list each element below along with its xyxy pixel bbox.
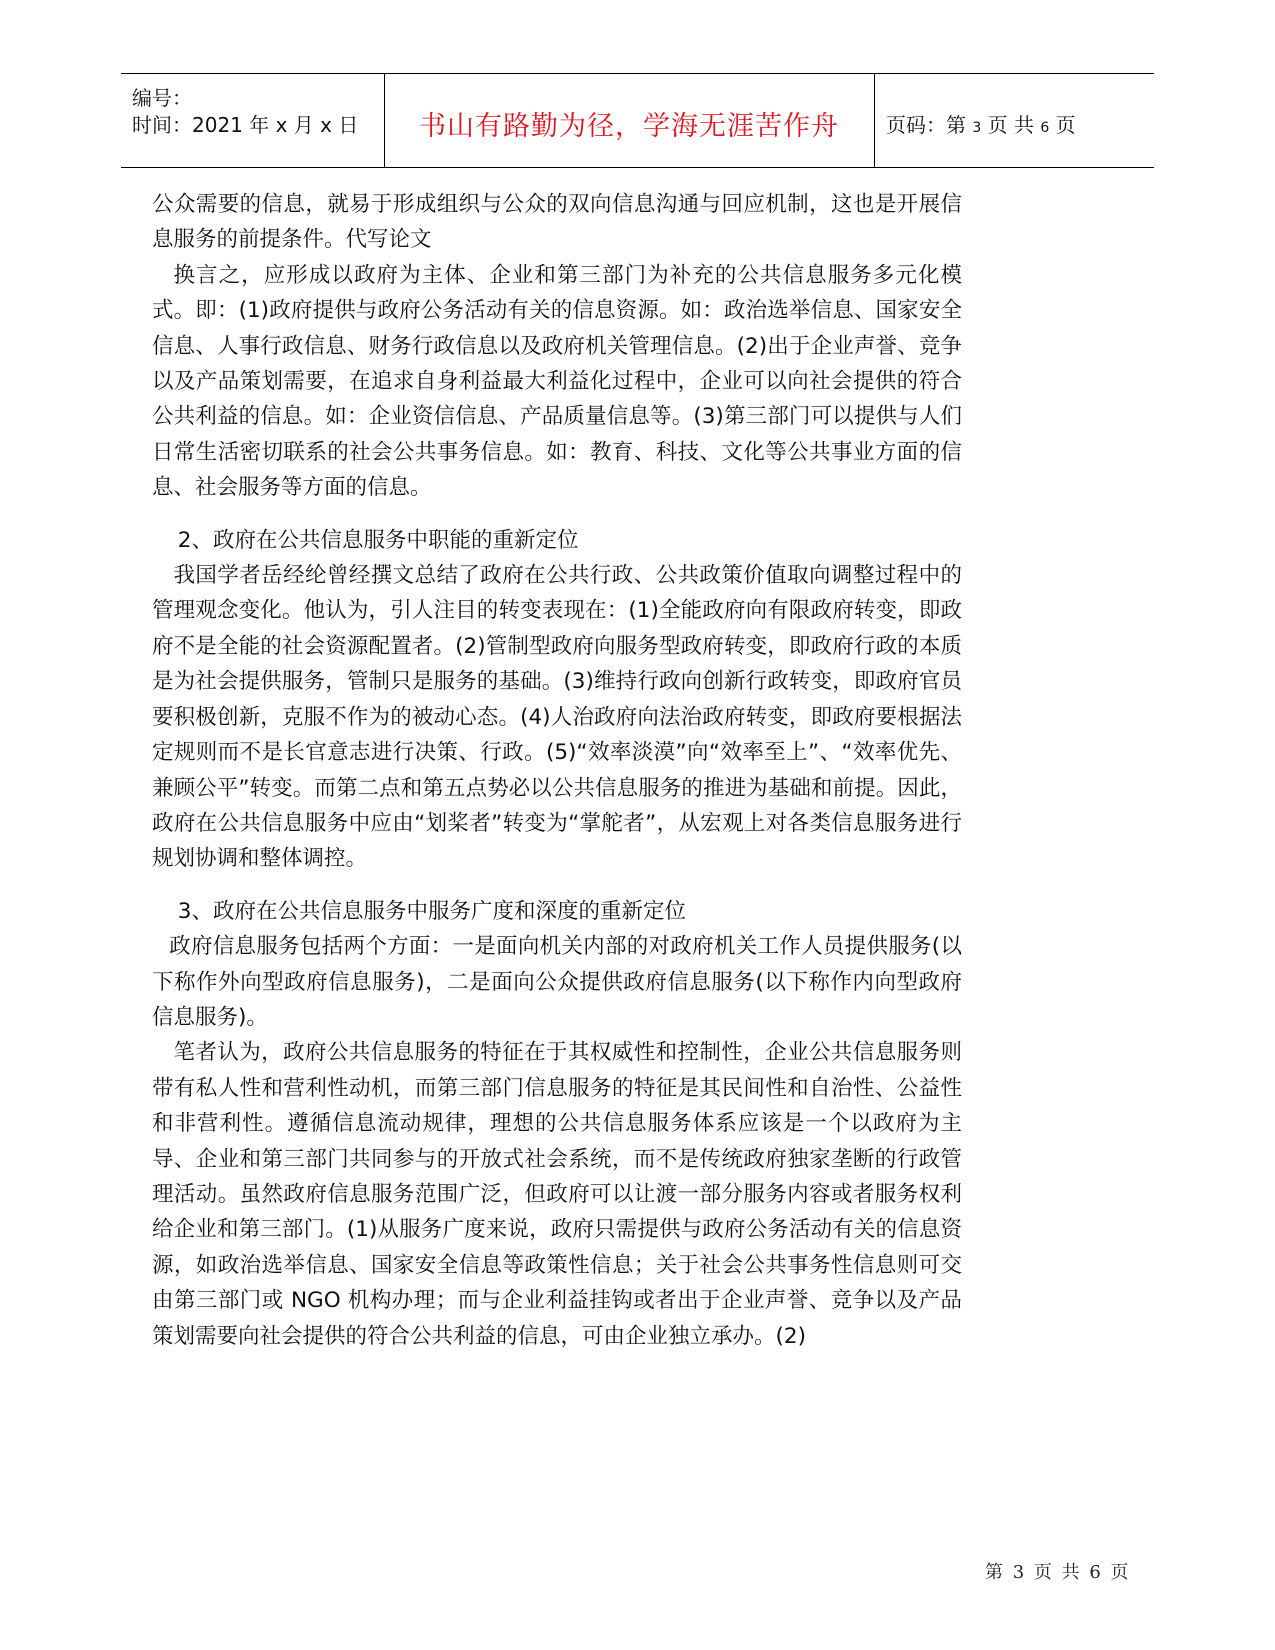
body-paragraph: 政府信息服务包括两个方面：一是面向机关内部的对政府机关工作人员提供服务(以下称作外向型政府信息服务)，二是面向公众提供政府信息服务(以下称作内向型政府信息服务)。 [152, 934, 962, 1030]
page-code-current: 3 [972, 120, 982, 136]
body-paragraph: 我国学者岳经纶曾经撰文总结了政府在公共行政、公共政策价值取向调整过程中的管理观念变化。他认为，引人注目的转变表现在：(1)全能政府向有限政府转变，即政府不是全能的社会资源配置者。(2)管制型政府向服务型政府转变，即政府行政的本质是为社会提供服务，管制只是服务的基础。(3)维持行政向创新行政转变，即政府官员要积极创新，克服不作为的被动心态。(4)人治政府向法治政府转变，即政府要根据法定规则而不是长官意志进行决策、行政。(5)“效率淡漠”向“效率至上”、“效率优先、兼顾公平”转变。而第二点和第五点势必以公共信息服务的推进为基础和前提。因此，政府在公共信息服务中应由“划桨者”转变为“掌舵者”，从宏观上对各类信息服务进行规划协调和整体调控。 [152, 563, 962, 872]
section-heading: 3、政府在公共信息服务中服务广度和深度的重新定位 [177, 898, 686, 924]
section-heading: 2、政府在公共信息服务中职能的重新定位 [177, 527, 579, 553]
page-footer: 第 3 页 共 6 页 [985, 1562, 1131, 1583]
header-motto: 书山有路勤为径，学海无涯苦作舟 [419, 111, 839, 142]
document-number-label: 编号： [132, 86, 192, 110]
header-page-cell [874, 74, 1154, 167]
body-paragraph: 笔者认为，政府公共信息服务的特征在于其权威性和控制性，企业公共信息服务则带有私人性和营利性动机，而第三部门信息服务的特征是其民间性和自治性、公益性和非营利性。遵循信息流动规律，理想的公共信息服务体系应该是一个以政府为主导、企业和第三部门共同参与的开放式社会系统，而不是传统政府独家垄断的行政管理活动。虽然政府信息服务范围广泛，但政府可以让渡一部分服务内容或者服务权利给企业和第三部门。(1)从服务广度来说，政府只需提供与政府公务活动有关的信息资源，如政治选举信息、国家安全信息等政策性信息；关于社会公共事务性信息则可交由第三部门或 NGO 机构办理；而与企业利益挂钩或者出于企业声誉、竞争以及产品策划需要向社会提供的符合公共利益的信息，可由企业独立承办。(2) [152, 1040, 962, 1349]
document-time-label: 时间：2021 年 x 月 x 日 [132, 113, 359, 137]
header-motto-cell [384, 74, 875, 167]
header-page-code [886, 109, 1076, 138]
page-code-mid: 页 共 [987, 113, 1034, 137]
page-code-total: 6 [1040, 120, 1050, 136]
body-paragraph: 换言之，应形成以政府为主体、企业和第三部门为补充的公共信息服务多元化模式。即：(1)政府提供与政府公务活动有关的信息资源。如：政治选举信息、国家安全信息、人事行政信息、财务行政信息以及政府机关管理信息。(2)出于企业声誉、竞争以及产品策划需要，在追求自身利益最大利益化过程中，企业可以向社会提供的符合公共利益的信息。如：企业资信信息、产品质量信息等。(3)第三部门可以提供与人们日常生活密切联系的社会公共事务信息。如：教育、科技、文化等公共事业方面的信息、社会服务等方面的信息。 [152, 262, 962, 501]
page-code-prefix: 页码：第 [886, 113, 966, 137]
document-header [121, 73, 1154, 168]
page-code-suffix: 页 [1055, 113, 1076, 137]
header-meta-cell [121, 74, 385, 167]
body-paragraph: 公众需要的信息，就易于形成组织与公众的双向信息沟通与回应机制，这也是开展信息服务的前提条件。代写论文 [152, 192, 962, 253]
document-body [152, 187, 962, 1354]
